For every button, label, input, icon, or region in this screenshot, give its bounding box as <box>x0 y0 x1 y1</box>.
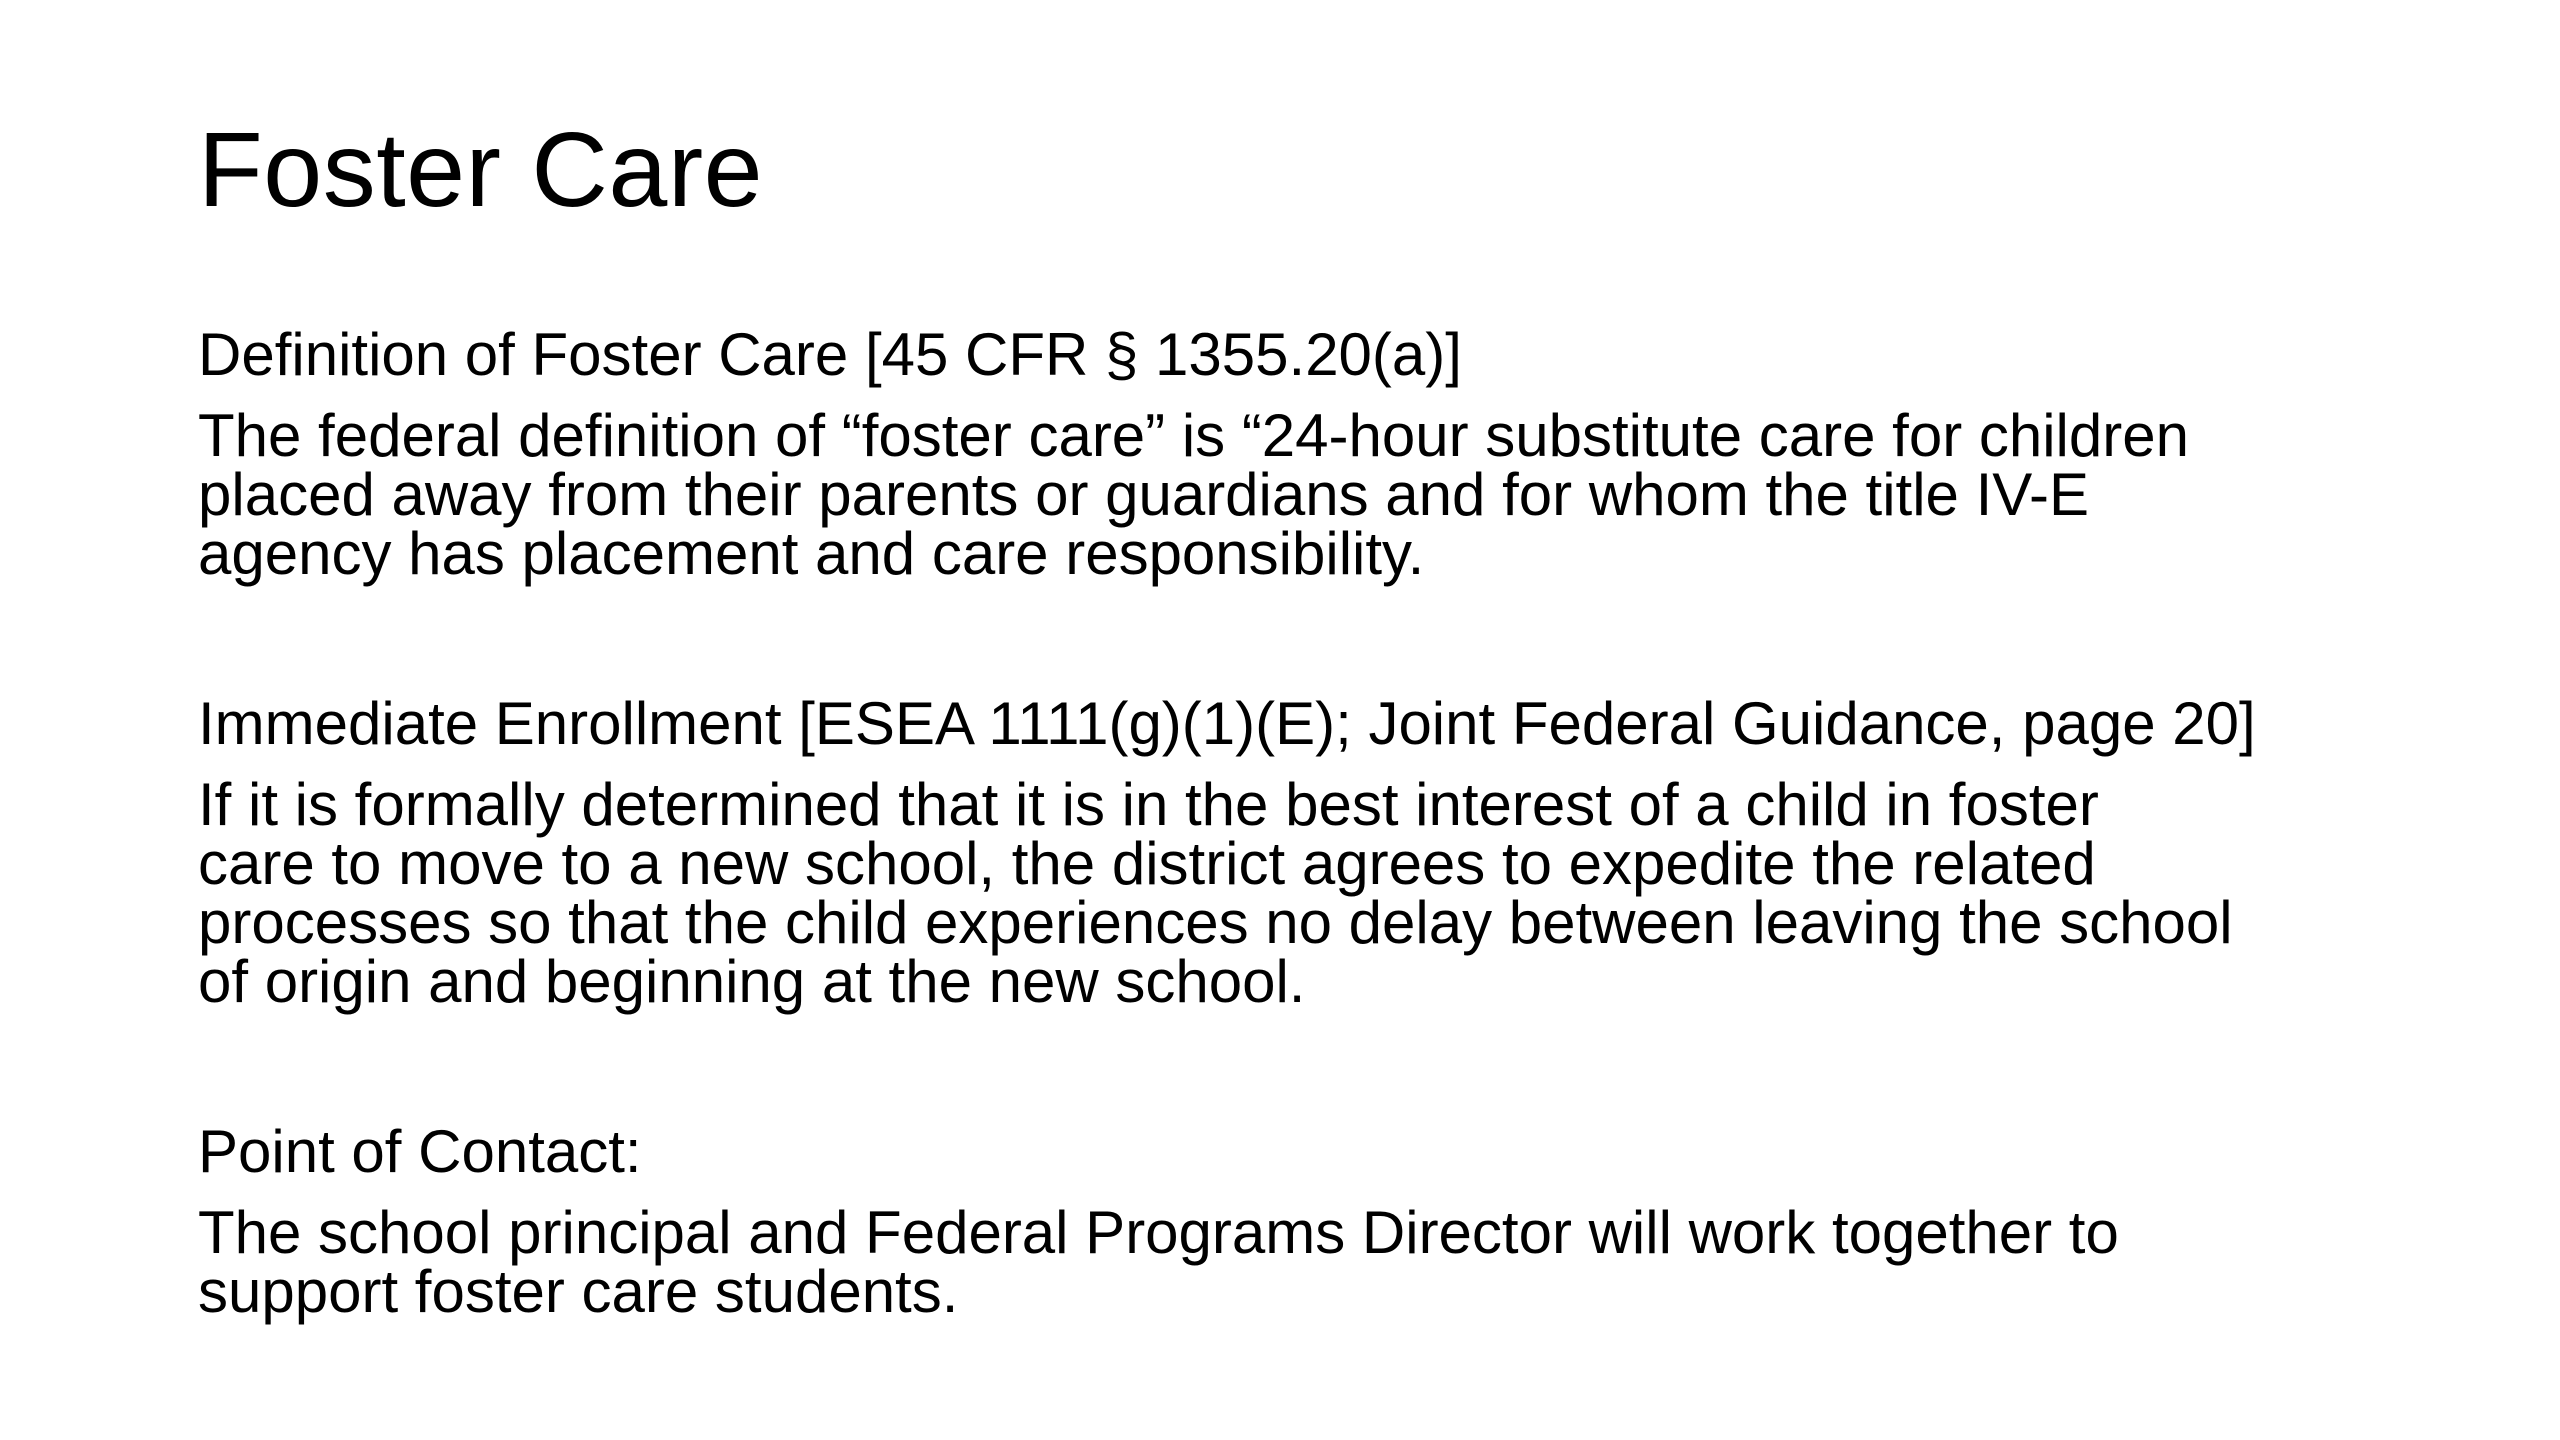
section-immediate-enrollment <box>198 687 2428 1015</box>
section-definition <box>198 318 2428 587</box>
section-body <box>198 402 2428 587</box>
section-heading: Point of Contact: <box>198 1118 642 1185</box>
slide-content <box>198 318 2428 1325</box>
body-line: The school principal and Federal Programs Director will work together to <box>198 1199 2119 1266</box>
body-line: processes so that the child experiences no delay between leaving the school <box>198 889 2233 956</box>
body-line: agency has placement and care responsibility. <box>198 520 1425 587</box>
body-line: The federal definition of “foster care” is “24-hour substitute care for children <box>198 402 2189 469</box>
body-line: If it is formally determined that it is in the best interest of a child in foster <box>198 771 2099 838</box>
section-heading: Immediate Enrollment [ESEA 1111(g)(1)(E); Joint Federal Guidance, page 20] <box>198 690 2256 757</box>
section-body <box>198 1199 2428 1325</box>
body-line: placed away from their parents or guardians and for whom the title IV-E <box>198 461 2089 528</box>
section-heading: Definition of Foster Care [45 CFR § 1355.20(a)] <box>198 321 1462 388</box>
body-line: support foster care students. <box>198 1258 959 1325</box>
section-body <box>198 771 2428 1015</box>
body-line: of origin and beginning at the new school. <box>198 948 1306 1015</box>
body-line: care to move to a new school, the district agrees to expedite the related <box>198 830 2096 897</box>
slide-title: Foster Care <box>198 111 764 229</box>
section-point-of-contact <box>198 1115 2428 1325</box>
